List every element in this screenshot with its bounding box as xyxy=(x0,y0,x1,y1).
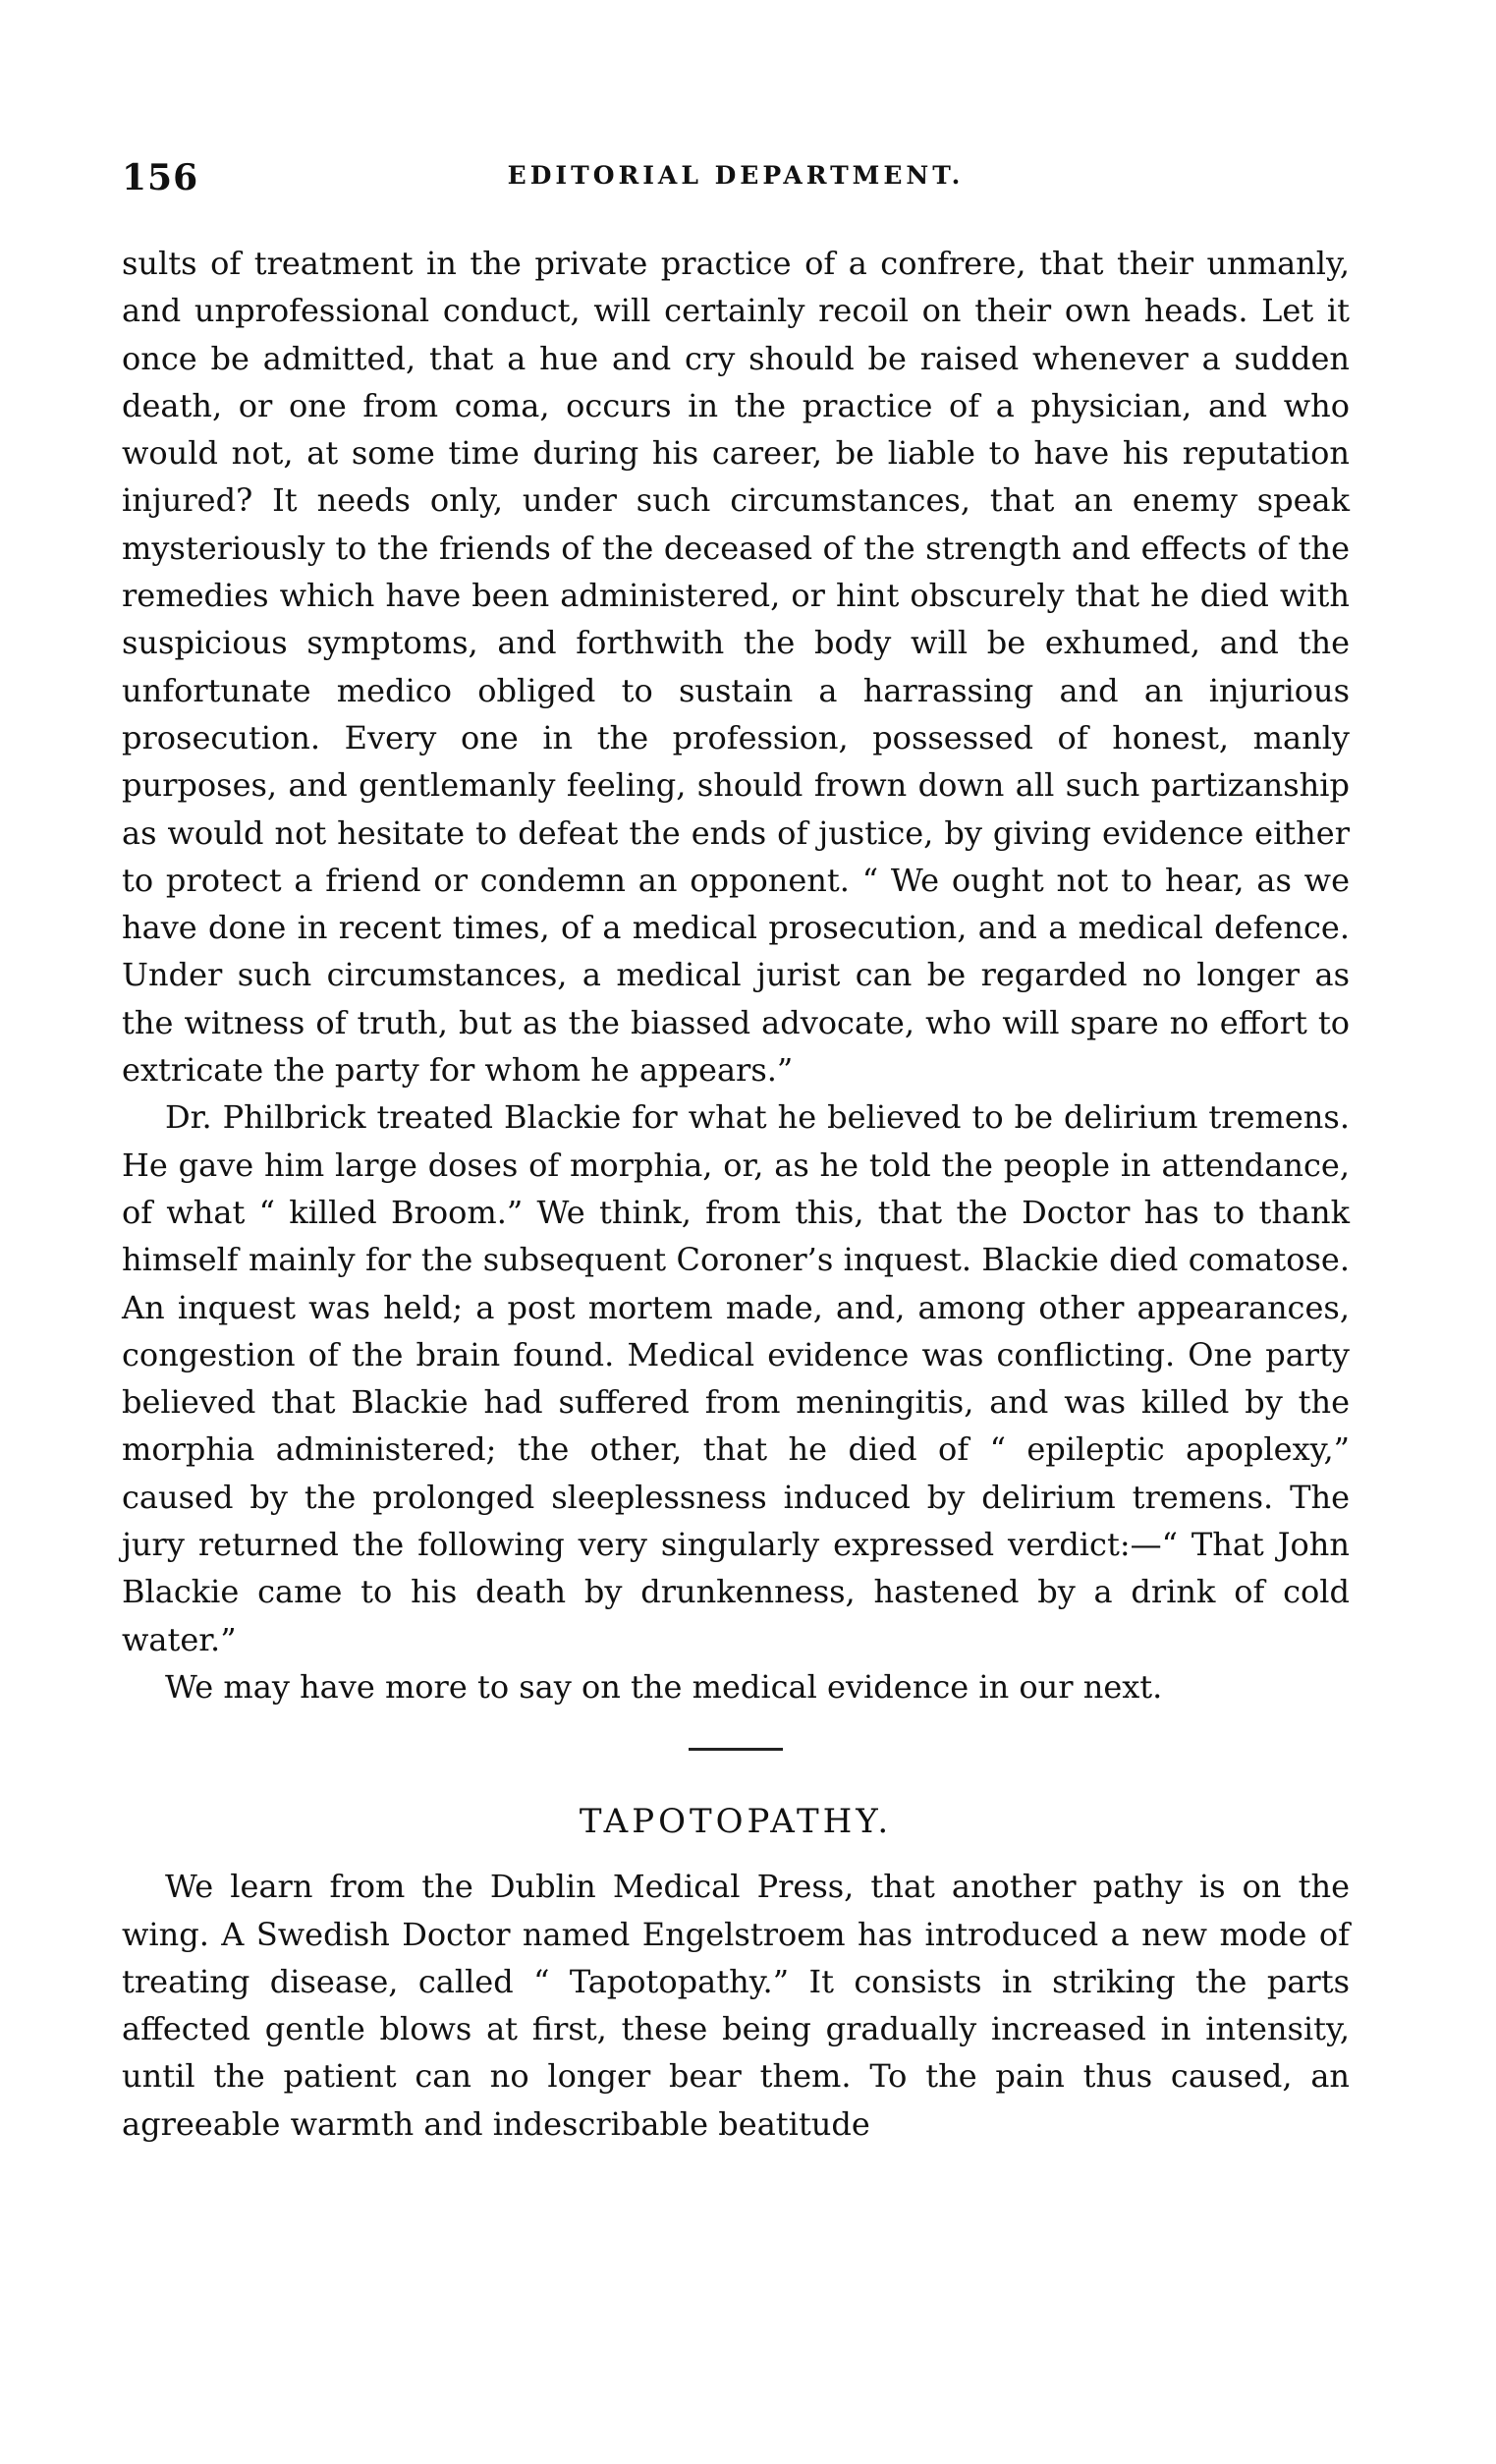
paragraph-closing-note: We may have more to say on the medical evidence in our next. xyxy=(165,1667,1163,1706)
section-divider xyxy=(689,1748,783,1751)
running-header-title: EDITORIAL DEPARTMENT. xyxy=(507,161,965,190)
paragraph-tapotopathy: We learn from the Dublin Medical Press, that another pathy is on the wing. A Swedish Doctor named Engelstroem has introduced a new mode of treating disease, called “ Tapotopathy.” It consists in striking the parts affected gentle blows at first, these being gradually increased in intensity, until the patient can no longer bear them. To the pain thus caused, an agreeable warmth and indescribable beatitude xyxy=(122,1868,1350,2143)
paragraph-continuation: sults of treatment in the private practice of a confrere, that their unmanly, and unprofessional conduct, will certainly recoil on their own heads. Let it once be admitted, that a hue and cry should be raised whenever a sudden death, or one from coma, occurs in the practice of a physician, and who would not, at some time during his career, be liable to have his reputation injured? It needs only, under such circumstances, that an enemy speak mysteriously to the friends of the deceased of the strength and effects of the remedies which have been administered, or hint obscurely that he died with suspicious symptoms, and forthwith the body will be exhumed, and the unfortunate medico obliged to sustain a harrassing and an injurious prosecution. Every one in the profession, possessed of honest, manly purposes, and gentlemanly feeling, should frown down all such partizanship as would not hesitate to defeat the ends of justice, by giving evidence either to protect a friend or condemn an opponent. “ We ought not to hear, as we have done in recent times, of a medical prosecution, and a medical defence. Under such circumstances, a medical jurist can be regarded no longer as the witness of truth, but as the biassed advocate, who will spare no effort to extricate the party for whom he appears.” xyxy=(122,245,1350,1090)
page-number: 156 xyxy=(122,157,199,198)
running-head xyxy=(122,147,1350,206)
paragraph-philbrick: Dr. Philbrick treated Blackie for what he believed to be delirium tremens. He gave him large doses of morphia, or, as he told the people in attendance, of what “ killed Broom.” We think, from this, that the Doctor has to thank himself mainly for the subsequent Coroner’s inquest. Blackie died comatose. An inquest was held; a post mortem made, and, among other appearances, congestion of the brain found. Medical evidence was conflicting. One party believed that Blackie had suffered from meningitis, and was killed by the morphia administered; the other, that he died of “ epileptic apoplexy,” caused by the prolonged sleeplessness induced by delirium tremens. The jury returned the following very singularly expressed verdict:—“ That John Blackie came to his death by drunkenness, hastened by a drink of cold water.” xyxy=(122,1098,1350,1658)
section-heading: TAPOTOPATHY. xyxy=(579,1802,893,1842)
page xyxy=(122,147,1350,2148)
